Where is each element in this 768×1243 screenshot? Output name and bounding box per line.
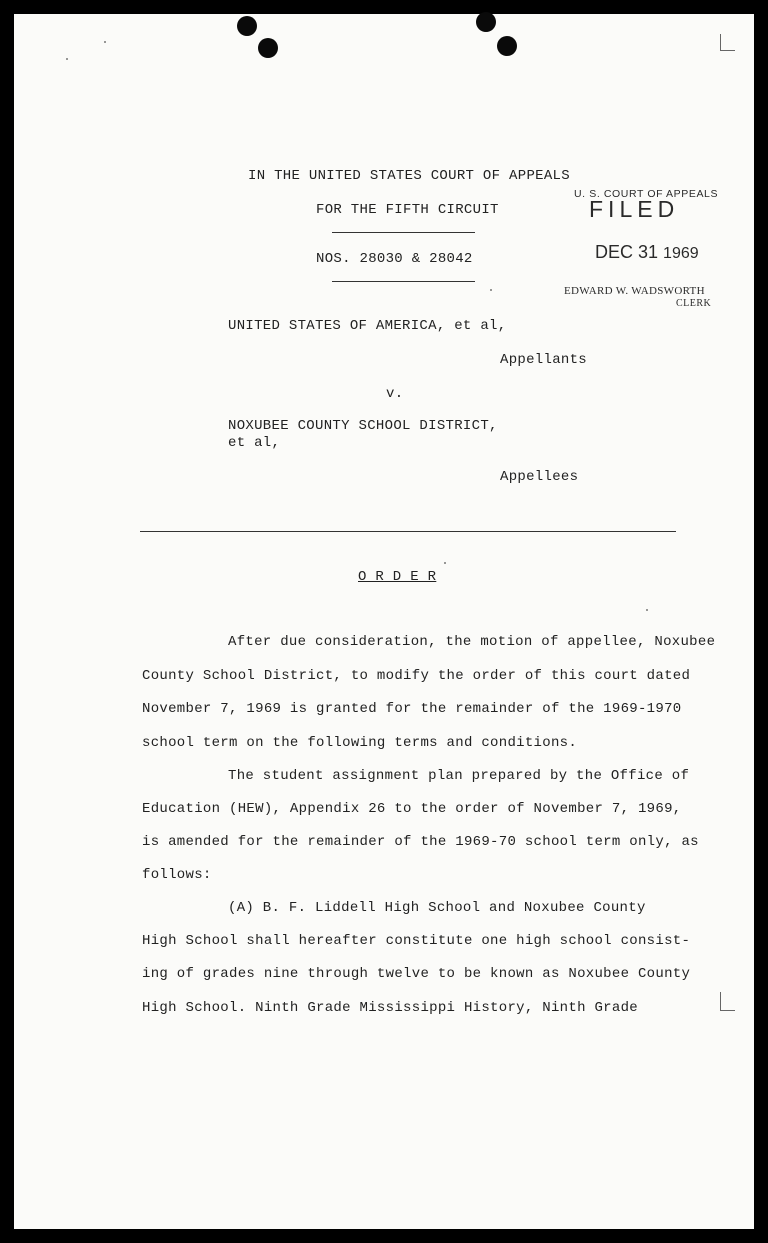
- appellant-role: Appellants: [500, 352, 588, 368]
- punch-hole: [237, 16, 257, 36]
- order-line: (A) B. F. Liddell High School and Noxubee County: [228, 900, 646, 916]
- corner-mark: [720, 34, 735, 51]
- stamp-date-month-day: DEC 31: [595, 242, 659, 262]
- stamp-clerk-name: EDWARD W. WADSWORTH: [564, 285, 705, 297]
- order-line: is amended for the remainder of the 1969-70 school term only, as: [142, 834, 699, 850]
- speck: [104, 41, 106, 43]
- punch-hole: [476, 12, 496, 32]
- versus: v.: [386, 386, 404, 402]
- order-title: O R D E R: [358, 569, 437, 585]
- appellant-name: UNITED STATES OF AMERICA, et al,: [228, 318, 507, 334]
- appellee-name-line2: et al,: [228, 435, 281, 451]
- appellee-name-line1: NOXUBEE COUNTY SCHOOL DISTRICT,: [228, 418, 498, 434]
- order-line: Education (HEW), Appendix 26 to the order of November 7, 1969,: [142, 801, 682, 817]
- order-line: school term on the following terms and conditions.: [142, 735, 578, 751]
- document-page: [14, 14, 754, 1229]
- speck: [490, 289, 492, 291]
- caption-rule: [140, 531, 676, 532]
- order-line: ing of grades nine through twelve to be known as Noxubee County: [142, 966, 691, 982]
- order-line: November 7, 1969 is granted for the remainder of the 1969-1970: [142, 701, 682, 717]
- court-name: IN THE UNITED STATES COURT OF APPEALS: [248, 168, 570, 184]
- speck: [66, 58, 68, 60]
- stamp-filed: FILED: [589, 196, 680, 222]
- header-rule: [332, 232, 475, 233]
- order-line: High School. Ninth Grade Mississippi History, Ninth Grade: [142, 1000, 638, 1016]
- case-numbers: NOS. 28030 & 28042: [316, 251, 473, 267]
- appellee-role: Appellees: [500, 469, 579, 485]
- order-line: County School District, to modify the order of this court dated: [142, 668, 691, 684]
- header-rule: [332, 281, 475, 282]
- order-line: High School shall hereafter constitute one high school consist-: [142, 933, 691, 949]
- speck: [444, 562, 446, 564]
- corner-mark: [720, 992, 735, 1011]
- stamp-date: [595, 242, 699, 263]
- stamp-date-year: 1969: [663, 245, 699, 262]
- circuit-name: FOR THE FIFTH CIRCUIT: [316, 202, 499, 218]
- punch-hole: [497, 36, 517, 56]
- stamp-court-line: U. S. COURT OF APPEALS: [574, 188, 719, 200]
- speck: [646, 609, 648, 611]
- stamp-clerk-title: CLERK: [676, 298, 712, 309]
- punch-hole: [258, 38, 278, 58]
- order-line: follows:: [142, 867, 212, 883]
- order-line: After due consideration, the motion of appellee, Noxubee: [228, 634, 716, 650]
- order-line: The student assignment plan prepared by the Office of: [228, 768, 690, 784]
